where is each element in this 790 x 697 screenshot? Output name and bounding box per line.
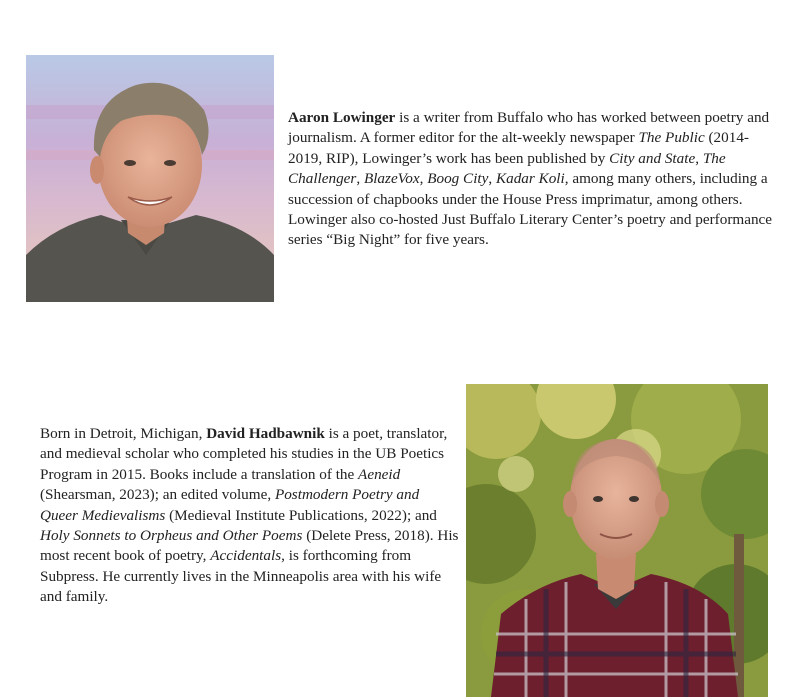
person-name: Aaron Lowinger [288,109,396,126]
publication-title: BlazeVox [363,170,420,188]
publication-title: Postmodern Poetry and Queer Medievalisms [40,486,420,524]
publication-title: Kadar Koli [495,170,565,188]
publication-title: The Challenger [288,149,726,188]
publication-title: Boog City [427,170,489,188]
publication-title: Holy Sonnets to Orpheus and Other Poems [40,527,303,545]
david-hadbawnik-photo [466,384,768,697]
publication-title: Accidentals [210,547,282,565]
person-name: David Hadbawnik [206,425,325,442]
publication-title: The Public [638,129,705,147]
publication-title: City and State [609,149,696,167]
aaron-lowinger-bio: Aaron Lowinger is a writer from Buffalo who has worked between poetry and journalism. A former editor for the alt-weekly newspaper The Public (2014-2019, RIP), Lowinger’s work has been published by City and State, The Challenger, BlazeVox, Boog City, Kadar Koli, among many others, including a succession of chapbooks under the House Press imprimatur, among others. Lowinger also co-hosted Just Buffalo Literary Center’s poetry and performance series “Big Night” for five years. [288,109,773,249]
david-hadbawnik-bio: Born in Detroit, Michigan, David Hadbawnik is a poet, translator, and medieval scholar who completed his studies in the UB Poetics Program in 2015. Books include a translation of the Aeneid (Shearsman, 2023); an edited volume, Postmodern Poetry and Queer Medievalisms (Medieval Institute Publications, 2022); and Holy Sonnets to Orpheus and Other Poems (Delete Press, 2018). His most recent book of poetry, Accidentals, is forthcoming from Subpress. He currently lives in the Minneapolis area with his wife and family. [40,425,459,606]
aaron-lowinger-photo [26,55,274,302]
publication-title: Aeneid [358,465,401,483]
